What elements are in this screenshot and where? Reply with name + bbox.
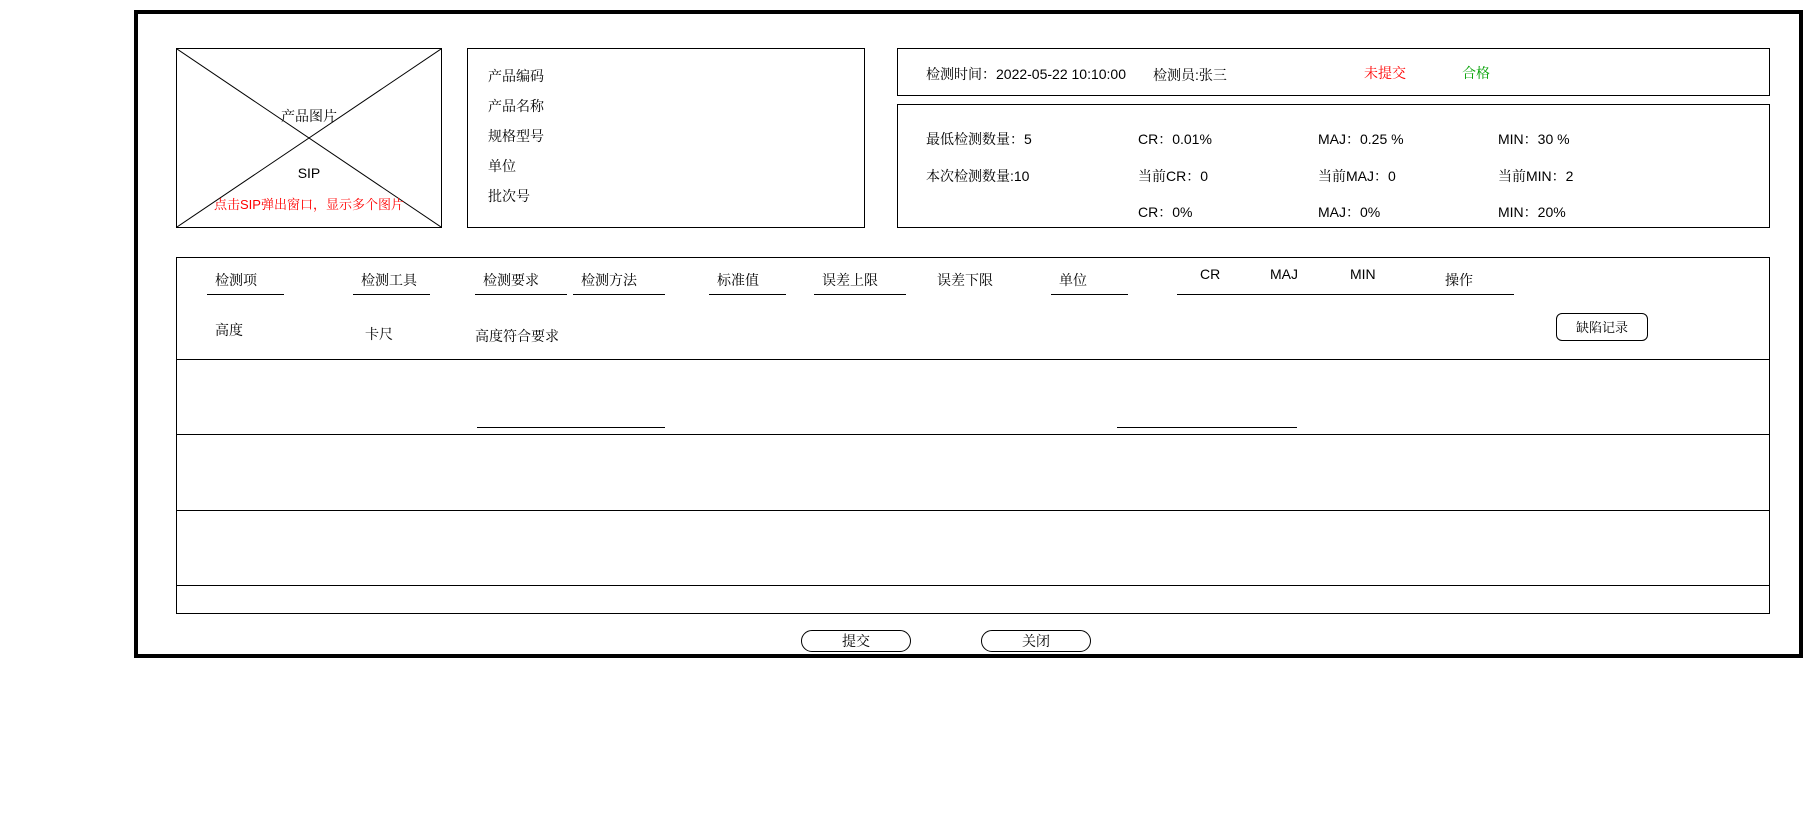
table-partial-divider [1117, 427, 1297, 428]
maj-standard: MAJ：0.25 % [1318, 131, 1404, 147]
table-partial-divider [477, 427, 665, 428]
col-header-tool: 检测工具 [361, 272, 417, 288]
cr-standard: CR：0.01% [1138, 131, 1212, 147]
field-spec-model: 规格型号 [488, 128, 544, 144]
sip-hint-text: 点击SIP弹出窗口，显示多个图片 [214, 197, 404, 212]
col-header-requirement: 检测要求 [483, 272, 539, 288]
product-image-placeholder[interactable] [176, 48, 442, 228]
col-header-standard: 标准值 [717, 272, 759, 288]
product-fields-panel [467, 48, 865, 228]
inspection-time: 检测时间：2022-05-22 10:10:00 [926, 66, 1126, 82]
min-standard: MIN：30 % [1498, 131, 1570, 147]
header-rule [573, 294, 665, 295]
cell-item: 高度 [215, 322, 243, 338]
inspection-items-table [176, 257, 1770, 614]
field-unit: 单位 [488, 158, 516, 174]
submit-button[interactable]: 提交 [801, 630, 911, 652]
col-header-maj: MAJ [1270, 266, 1298, 282]
header-rule [814, 294, 906, 295]
min-current: 当前MIN：2 [1498, 168, 1574, 184]
col-header-lower: 误差下限 [937, 272, 993, 288]
cell-requirement: 高度符合要求 [475, 328, 559, 344]
col-header-method: 检测方法 [581, 272, 637, 288]
quality-metrics-panel [897, 104, 1770, 228]
current-inspect-qty: 本次检测数量:10 [926, 168, 1030, 184]
maj-current: 当前MAJ：0 [1318, 168, 1396, 184]
close-button[interactable]: 关闭 [981, 630, 1091, 652]
top-section [176, 48, 1770, 228]
col-header-unit: 单位 [1059, 272, 1087, 288]
col-header-min: MIN [1350, 266, 1376, 282]
field-product-code: 产品编码 [488, 68, 544, 84]
inspector-name: 检测员:张三 [1153, 67, 1227, 83]
product-image-caption: 产品图片 [281, 108, 337, 124]
col-header-upper: 误差上限 [822, 272, 878, 288]
min-percent: MIN：20% [1498, 204, 1566, 220]
header-rule [353, 294, 430, 295]
header-rule [475, 294, 567, 295]
field-product-name: 产品名称 [488, 98, 544, 114]
col-header-item: 检测项 [215, 272, 257, 288]
defect-record-button[interactable]: 缺陷记录 [1556, 313, 1648, 341]
inspection-dialog [134, 10, 1803, 658]
header-rule [709, 294, 786, 295]
col-header-cr: CR [1200, 266, 1221, 282]
table-row-divider [177, 359, 1769, 360]
header-rule [207, 294, 284, 295]
table-row-divider [177, 585, 1769, 586]
header-rule [1051, 294, 1128, 295]
min-inspect-qty: 最低检测数量：5 [926, 131, 1032, 147]
submit-status-badge: 未提交 [1364, 65, 1406, 81]
cr-current: 当前CR：0 [1138, 168, 1209, 184]
col-header-action: 操作 [1445, 272, 1473, 288]
table-row-divider [177, 510, 1769, 511]
sip-link[interactable]: SIP [297, 165, 321, 181]
field-batch-number: 批次号 [488, 188, 530, 204]
cr-percent: CR：0% [1138, 204, 1193, 220]
maj-percent: MAJ：0% [1318, 204, 1381, 220]
cell-tool: 卡尺 [365, 326, 393, 342]
inspection-header-panel [897, 48, 1770, 96]
header-rule [1437, 294, 1514, 295]
table-row-divider [177, 434, 1769, 435]
result-status-badge: 合格 [1462, 65, 1490, 81]
